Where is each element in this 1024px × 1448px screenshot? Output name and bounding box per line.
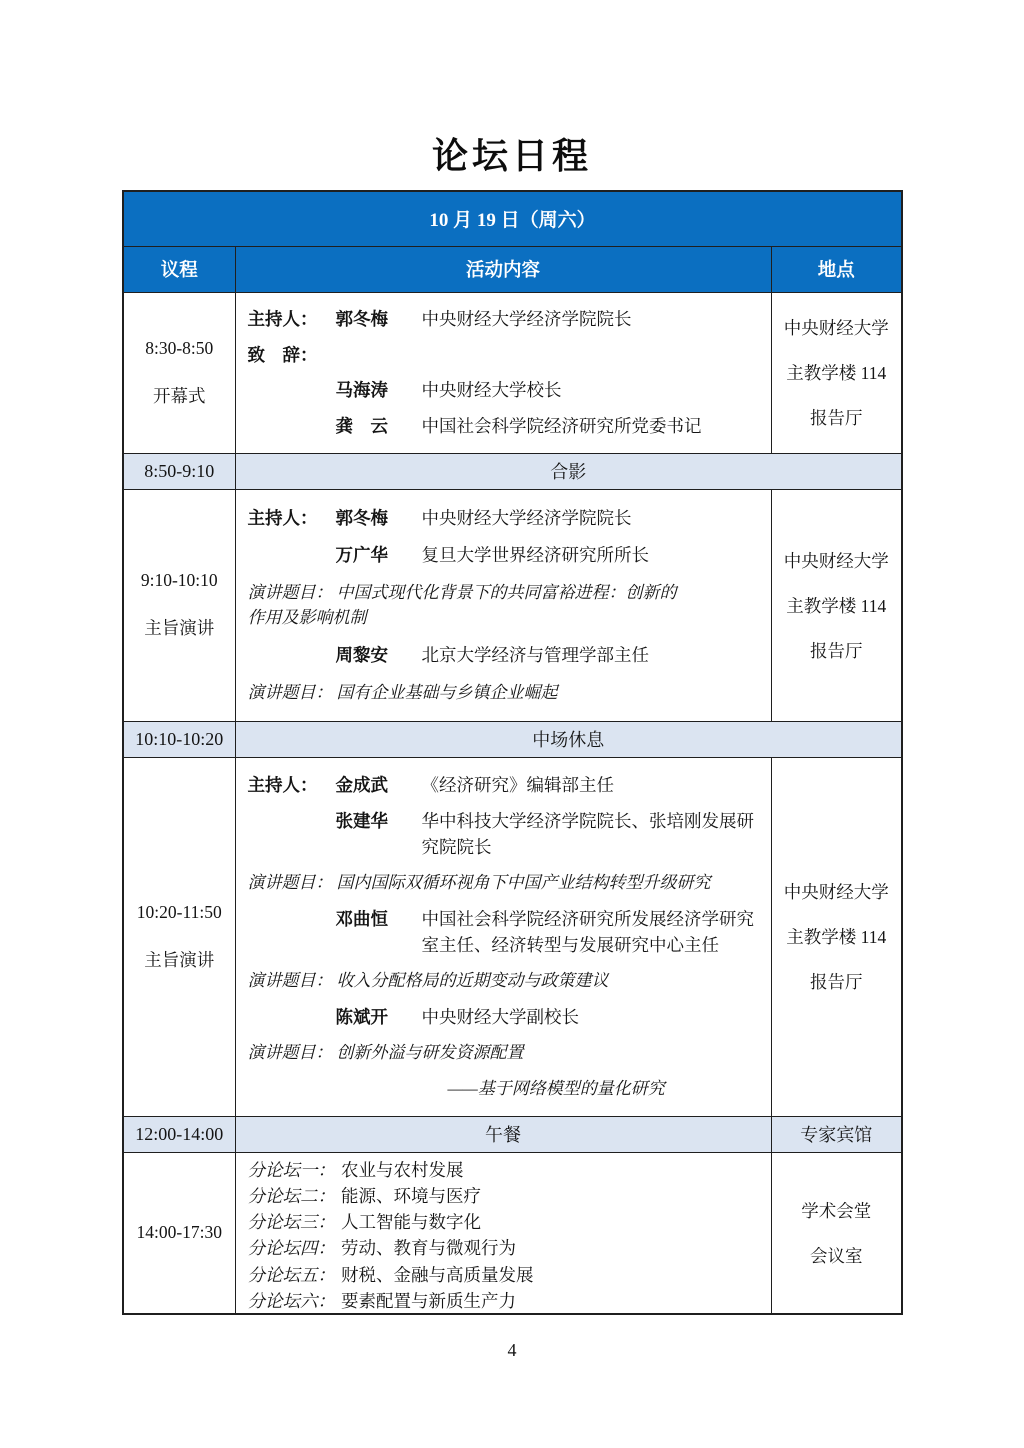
- topic-label: 演讲题目：: [247, 582, 333, 602]
- host-label: 主持人：: [247, 507, 318, 528]
- row-lunch: [123, 1116, 902, 1152]
- topic-label: 演讲题目：: [247, 873, 333, 893]
- speaker-name: 陈斌开: [335, 1007, 388, 1028]
- column-header-content: 活动内容: [235, 246, 771, 292]
- host-name: 郭冬梅: [335, 308, 388, 329]
- forum-item: [248, 1235, 759, 1261]
- keynote1-host-line: [248, 505, 759, 531]
- speaker-title: 华中科技大学经济学院院长、张培刚发展研究院院长: [421, 810, 754, 858]
- keynote1-location-cell: [771, 489, 902, 721]
- page-number: 4: [507, 1340, 517, 1360]
- forum-text: 人工智能与数字化: [341, 1212, 481, 1232]
- lunch-time: 12:00-14:00: [123, 1116, 235, 1152]
- speech-label: 致 辞：: [247, 344, 318, 365]
- location-line: 报告厅: [810, 408, 863, 428]
- photo-time: 8:50-9:10: [123, 453, 235, 489]
- keynote2-topic-line: [248, 1040, 759, 1066]
- topic-label: 演讲题目：: [247, 1043, 333, 1063]
- keynote2-time: 10:20-11:50: [136, 901, 222, 922]
- forum-label: 分论坛六：: [247, 1290, 335, 1311]
- break-time: 10:10-10:20: [123, 721, 235, 757]
- row-forums: [123, 1152, 902, 1314]
- speaker-name: 张建华: [335, 810, 388, 831]
- topic-text: 国有企业基础与乡镇企业崛起: [336, 682, 558, 702]
- column-header-row: [123, 246, 902, 292]
- keynote1-speaker-line: [248, 542, 759, 568]
- forum-text: 能源、环境与医疗: [341, 1185, 481, 1206]
- forum-label: 分论坛一：: [247, 1159, 335, 1180]
- opening-host-line: [248, 306, 759, 332]
- forums-time: 14:00-17:30: [136, 1222, 223, 1242]
- forum-text: 要素配置与新质生产力: [341, 1290, 516, 1311]
- row-keynote1: [123, 489, 902, 721]
- location-line: 会议室: [810, 1245, 863, 1266]
- topic-label: 演讲题目：: [247, 682, 333, 702]
- forums-content-cell: [235, 1152, 771, 1314]
- location-line: 中央财经大学: [783, 882, 889, 902]
- location-line: 主教学楼 114: [786, 595, 887, 616]
- photo-label: 合影: [235, 453, 902, 489]
- keynote2-topic-line: [248, 870, 759, 896]
- keynote2-topic-line: [248, 968, 759, 994]
- schedule-table: [122, 190, 903, 1315]
- keynote1-speaker-line: [248, 642, 759, 668]
- break-label: 中场休息: [235, 721, 902, 757]
- topic-label: 演讲题目：: [247, 971, 333, 991]
- location-line: 报告厅: [810, 972, 863, 992]
- speaker-title: 中国社会科学院经济研究所发展经济学研究室主任、经济转型与发展研究中心主任: [421, 908, 754, 956]
- location-line: 主教学楼 114: [786, 927, 887, 947]
- forum-item: [248, 1183, 759, 1209]
- host-title: 《经济研究》编辑部主任: [421, 774, 614, 795]
- lunch-label: 午餐: [235, 1116, 771, 1152]
- opening-session-name: 开幕式: [153, 385, 206, 406]
- column-header-agenda: 议程: [123, 246, 235, 292]
- speaker-title: 中央财经大学副校长: [421, 1007, 579, 1028]
- row-break: [123, 721, 902, 757]
- opening-content-cell: [235, 292, 771, 453]
- date-header-row: [123, 191, 902, 246]
- keynote2-location-cell: [771, 757, 902, 1116]
- speaker-title: 北京大学经济与管理学部主任: [421, 645, 649, 666]
- keynote2-speaker-line: [248, 1004, 759, 1030]
- row-photo: [123, 453, 902, 489]
- location-line: 学术会堂: [801, 1200, 872, 1221]
- opening-time: 8:30-8:50: [145, 337, 214, 358]
- forum-text: 劳动、教育与微观行为: [341, 1238, 516, 1259]
- speaker-name: 周黎安: [335, 645, 388, 666]
- forum-item: [248, 1288, 759, 1314]
- opening-speaker-line: [248, 377, 759, 403]
- location-line: 中央财经大学: [783, 550, 889, 571]
- keynote1-time-cell: [123, 489, 235, 721]
- keynote1-content-cell: [235, 489, 771, 721]
- topic-text: 创新外溢与研发资源配置: [336, 1043, 524, 1063]
- host-name: 金成武: [335, 774, 388, 795]
- keynote1-topic-line: [248, 680, 759, 706]
- keynote1-session-name: 主旨演讲: [144, 618, 215, 638]
- forum-item: [248, 1157, 759, 1183]
- lunch-location: 专家宾馆: [771, 1116, 902, 1152]
- host-name: 郭冬梅: [335, 507, 388, 528]
- opening-speaker-line: [248, 413, 759, 439]
- keynote2-time-cell: [123, 757, 235, 1116]
- forum-item: [248, 1262, 759, 1288]
- speaker-title: 复旦大学世界经济研究所所长: [421, 545, 649, 566]
- speaker-title: 中国社会科学院经济研究所党委书记: [421, 415, 702, 436]
- host-label: 主持人：: [247, 774, 318, 795]
- row-keynote2: [123, 757, 902, 1116]
- forum-label: 分论坛三：: [247, 1212, 335, 1232]
- topic-text: 收入分配格局的近期变动与政策建议: [336, 971, 609, 991]
- location-line: 中央财经大学: [783, 318, 889, 338]
- forum-text: 农业与农村发展: [341, 1159, 464, 1180]
- forums-time-cell: [123, 1152, 235, 1314]
- opening-time-cell: [123, 292, 235, 453]
- forum-label: 分论坛二：: [247, 1185, 335, 1206]
- speaker-name: 邓曲恒: [335, 908, 388, 929]
- forum-label: 分论坛五：: [247, 1264, 335, 1285]
- location-line: 主教学楼 114: [786, 363, 887, 383]
- row-opening: [123, 292, 902, 453]
- forum-text: 财税、金融与高质量发展: [341, 1264, 534, 1285]
- keynote2-content-cell: [235, 757, 771, 1116]
- opening-speech-line: [248, 342, 759, 368]
- keynote1-topic-line: [248, 580, 684, 631]
- keynote2-topic-continuation: [248, 1076, 759, 1102]
- keynote2-host-line: [248, 772, 759, 798]
- speaker-name: 马海涛: [335, 380, 388, 401]
- opening-location-cell: [771, 292, 902, 453]
- forum-label: 分论坛四：: [247, 1238, 335, 1259]
- forums-location-cell: [771, 1152, 902, 1314]
- forum-item: [248, 1209, 759, 1235]
- topic-text: ——基于网络模型的量化研究: [447, 1078, 665, 1098]
- keynote2-speaker-line: [248, 808, 759, 861]
- page-title: 论坛日程: [431, 135, 592, 176]
- keynote1-time: 9:10-10:10: [140, 570, 218, 590]
- host-title: 中央财经大学经济学院院长: [421, 507, 632, 528]
- date-header: 10 月 19 日（周六）: [123, 191, 902, 246]
- topic-text: 中国式现代化背景下的共同富裕进程：创新的作用及影响机制: [247, 582, 677, 628]
- keynote2-session-name: 主旨演讲: [144, 949, 215, 970]
- host-label: 主持人：: [247, 308, 318, 329]
- column-header-location: 地点: [771, 246, 902, 292]
- speaker-title: 中央财经大学校长: [421, 380, 562, 401]
- host-title: 中央财经大学经济学院院长: [421, 308, 632, 329]
- topic-text: 国内国际双循环视角下中国产业结构转型升级研究: [336, 873, 711, 893]
- speaker-name: 龚 云: [335, 415, 388, 436]
- location-line: 报告厅: [810, 640, 863, 661]
- speaker-name: 万广华: [335, 545, 388, 566]
- keynote2-speaker-line: [248, 906, 759, 959]
